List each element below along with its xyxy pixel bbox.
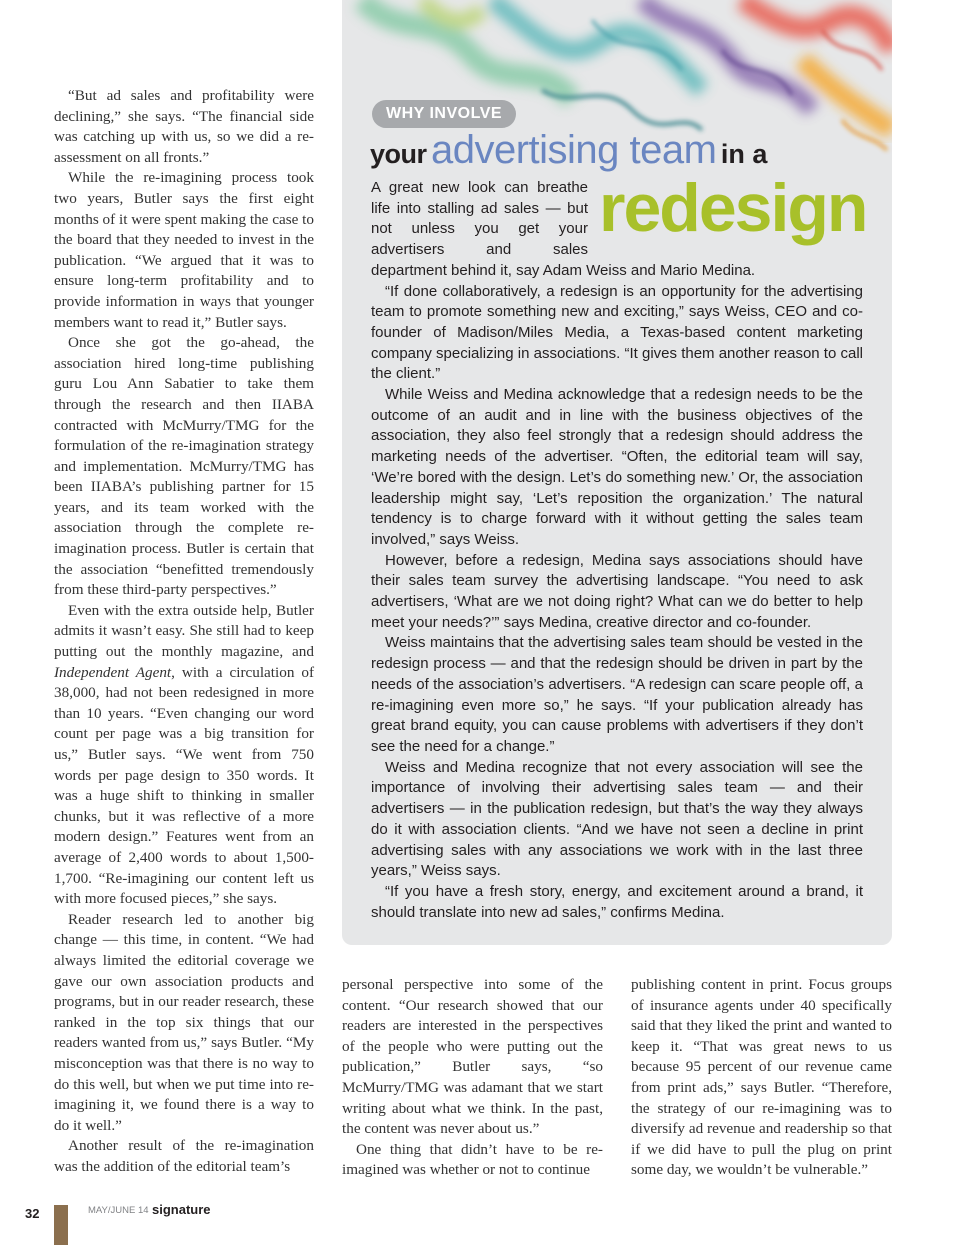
page-number: 32 [25, 1206, 40, 1221]
issue-date: MAY/JUNE 14 [88, 1205, 149, 1216]
kicker-label: WHY INVOLVE [372, 100, 516, 128]
headline-advertising-team: advertising team [430, 128, 717, 172]
article-column-left [54, 86, 314, 1177]
paragraph: Reader research led to another big change — this time, in content. “We had always limited the editorial coverage we gave our own association products and programs, but in our reader research, these ranked in the top six things that our readers wanted from us,” says Butler. “My misconception was that there is no way to do this well, but when we put time into re-imagining it, we found there is a way to do it well.” [54, 910, 314, 1134]
headline-your: your [370, 139, 427, 169]
sidebar-paragraph: “If done collaboratively, a redesign is an opportunity for the advertising team to promote something new and exciting,” says Weiss, CEO and co-founder of Madison/Miles Media, a Texas-based content marketing company specializing in associations. “It gives them another reason to call the client.” [371, 282, 863, 383]
paragraph [54, 601, 314, 910]
article-column-middle [342, 975, 603, 1181]
paragraph-text: , with a circulation of 38,000, had not been redesigned in more than 10 years. “Even changing our word count per page was a big transition for us,” Butler says. “We went from 750 words per page design to 350 words. It was a huge shift to thinking in smaller chunks, but it was reflective of a more modern design.” Features went from an average of 2,400 words to about 1,500-1,700. “Re-imagining our content left us with more focused pieces,” she says. [54, 663, 314, 908]
article-column-right [631, 975, 892, 1181]
headline-redesign: redesign [599, 170, 867, 246]
sidebar-paragraph: “If you have a fresh story, energy, and excitement around a brand, it should translate into new ad sales,” confirms Medina. [371, 882, 863, 921]
footer-color-bar [54, 1205, 68, 1245]
paragraph: While the re-imagining process took two years, Butler says the first eight months of it were spent making the case to the board that they needed to invest in the publication. “We argued that it was to ensure long-term profitability and to provide information in ways that younger members want to read it,” Butler says. [54, 169, 314, 331]
headline-spacer [588, 178, 863, 260]
sidebar-body [371, 178, 863, 923]
magazine-name: signature [152, 1202, 211, 1217]
sidebar-box [342, 0, 892, 945]
paragraph: publishing content in print. Focus groups of insurance agents under 40 specifically said that they liked the print and wanted to keep it. “That was great news to us because 95 percent of our revenue came from print ads,” says Butler. “Therefore, the strategy of our re-imagining was to diversify ad revenue and readership so that if we did have to pull the plug on print some day, we wouldn’t be vulnerable.” [631, 976, 892, 1179]
sidebar-paragraph: While Weiss and Medina acknowledge that a redesign needs to be the outcome of an audit and in line with the business objectives of the association, they also feel strongly that a redesign should address the marketing needs of the advertiser. “Often, the editorial team will say, ‘We’re bored with the design. Let’s do something new.’ Or, the association leadership might say, ‘Let’s reposition the organization.’ The natural tendency is to charge forward with it without getting the sales team involved,” says Weiss. [371, 386, 863, 548]
paragraph: “But ad sales and profitability were declining,” she says. “The financial side was catching up with us, so we did a re-assessment on all fronts.” [54, 87, 314, 166]
headline-in-a: in a [720, 139, 768, 169]
paragraph: One thing that didn’t have to be re-imagined was whether or not to continue [342, 1140, 603, 1179]
sidebar-paragraph: Weiss maintains that the advertising sales team should be vested in the redesign process — and that the redesign should be driven in part by the needs of the association’s advertisers. “A redesign can scare people off, a re-imagining even more so,” he says. “If your publication already has great brand equity, you can cause problems with advertisers if they don’t see the need for a change.” [371, 634, 863, 755]
paragraph: Once she got the go-ahead, the association hired long-time publishing guru Lou Ann Sabatier to take them through the research and then IIABA contracted with McMurry/TMG for the formulation of the re-imagination strategy and implementation. McMurry/TMG has been IIABA’s publishing partner for 15 years, and its team worked with the association through the complete re-imagination process. Butler is certain that the association “benefitted tremendously from these third-party perspectives.” [54, 334, 314, 599]
sidebar-intro: A great new look can breathe life into stalling ad sales — but not unless you get your advertisers and sales department behind it, say Adam Weiss and Mario Medina. [371, 179, 756, 279]
paragraph: personal perspective into some of the content. “Our research showed that our readers are interested in the perspectives of the people who were putting out the publication,” Butler says, “so McMurry/TMG was adamant that we start writing about what we think. In the past, the content was never about us.” [342, 976, 603, 1138]
publication-title: Independent Agent [54, 663, 172, 681]
paragraph: Another result of the re-imagination was the addition of the editorial team’s [54, 1137, 314, 1175]
sidebar-paragraph: Weiss and Medina recognize that not every association will see the importance of involving their advertising sales team — and their advertisers — in the publication redesign, but that’s the way they always do it with association clients. “And we have not seen a decline in print advertising sales with any associations we work with in the last three years,” Weiss says. [371, 758, 863, 880]
sidebar-headline [370, 128, 767, 173]
sidebar-paragraph: However, before a redesign, Medina says associations should have their sales team survey the advertising landscape. “You need to ask advertisers, ‘What are we not doing right? What can we do better to help meet your needs?’” says Medina, creative director and co-founder. [371, 551, 863, 631]
paragraph-text: Even with the extra outside help, Butler admits it wasn’t easy. She still had to keep putting out the monthly magazine, and [54, 601, 314, 661]
